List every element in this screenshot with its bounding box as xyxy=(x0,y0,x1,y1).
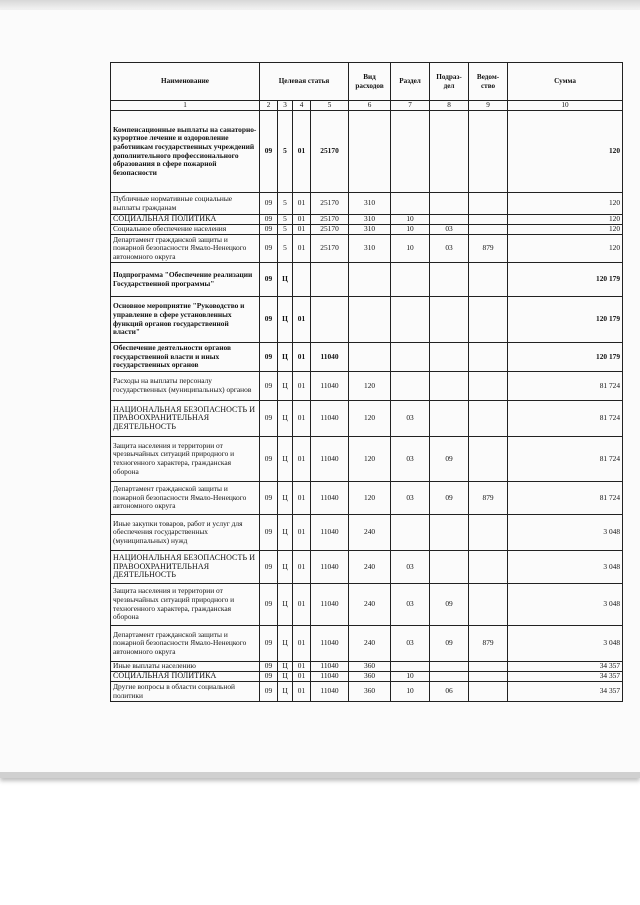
section-cell xyxy=(391,263,430,297)
table-header-row xyxy=(111,63,623,101)
amount-cell: 34 357 xyxy=(508,672,623,682)
target-subprogram-cell: Ц xyxy=(278,662,293,672)
target-subprogram-cell: Ц xyxy=(278,551,293,584)
amount-cell: 3 048 xyxy=(508,551,623,584)
department-cell xyxy=(469,111,508,193)
target-program-cell: 09 xyxy=(260,343,278,372)
target-direction-cell: 11040 xyxy=(311,343,349,372)
expense-type-cell: 120 xyxy=(349,372,391,401)
section-cell: 10 xyxy=(391,682,430,702)
target-direction-cell: 11040 xyxy=(311,482,349,515)
target-subprogram-cell: Ц xyxy=(278,401,293,437)
target-subprogram-cell: Ц xyxy=(278,263,293,297)
row-name-cell: Компенсационные выплаты на санаторно-курортное лечение и оздоровление работникам государственных учреждений дополнительного профессионального образования в сфере пожарной безопасности xyxy=(111,111,260,193)
department-cell xyxy=(469,401,508,437)
target-event-cell: 01 xyxy=(293,343,311,372)
section-cell: 10 xyxy=(391,672,430,682)
section-cell: 10 xyxy=(391,215,430,225)
department-cell: 879 xyxy=(469,235,508,263)
table-row xyxy=(111,193,623,215)
target-subprogram-cell: Ц xyxy=(278,297,293,343)
row-name-cell: Департамент гражданской защиты и пожарной безопасности Ямало-Ненецкого автономного округа xyxy=(111,626,260,662)
target-subprogram-cell: Ц xyxy=(278,626,293,662)
target-event-cell: 01 xyxy=(293,297,311,343)
budget-table xyxy=(110,62,623,702)
expense-type-cell: 240 xyxy=(349,584,391,626)
department-cell xyxy=(469,343,508,372)
table-row xyxy=(111,584,623,626)
expense-type-cell: 310 xyxy=(349,235,391,263)
department-cell xyxy=(469,437,508,482)
row-name-cell: Департамент гражданской защиты и пожарной безопасности Ямало-Ненецкого автономного округа xyxy=(111,235,260,263)
department-cell xyxy=(469,297,508,343)
section-cell xyxy=(391,662,430,672)
department-cell xyxy=(469,215,508,225)
amount-cell: 34 357 xyxy=(508,662,623,672)
target-subprogram-cell: 5 xyxy=(278,225,293,235)
subsection-cell xyxy=(430,672,469,682)
table-row xyxy=(111,225,623,235)
amount-cell: 120 179 xyxy=(508,297,623,343)
target-event-cell: 01 xyxy=(293,584,311,626)
expense-type-cell: 240 xyxy=(349,551,391,584)
target-subprogram-cell: Ц xyxy=(278,584,293,626)
target-program-cell: 09 xyxy=(260,193,278,215)
table-row xyxy=(111,551,623,584)
target-direction-cell xyxy=(311,297,349,343)
row-name-cell: СОЦИАЛЬНАЯ ПОЛИТИКА xyxy=(111,215,260,225)
expense-type-cell xyxy=(349,343,391,372)
header-name: Наименование xyxy=(111,63,260,101)
subsection-cell xyxy=(430,515,469,551)
row-name-cell: Подпрограмма "Обеспечение реализации Государственной программы" xyxy=(111,263,260,297)
section-cell: 10 xyxy=(391,235,430,263)
document-page xyxy=(0,10,640,778)
target-direction-cell: 11040 xyxy=(311,437,349,482)
target-subprogram-cell: 5 xyxy=(278,215,293,225)
table-row xyxy=(111,437,623,482)
amount-cell: 34 357 xyxy=(508,682,623,702)
table-row xyxy=(111,662,623,672)
table-row xyxy=(111,343,623,372)
target-event-cell: 01 xyxy=(293,372,311,401)
table-row xyxy=(111,235,623,263)
header-amount: Сумма xyxy=(508,63,623,101)
target-direction-cell: 11040 xyxy=(311,401,349,437)
target-direction-cell: 25170 xyxy=(311,215,349,225)
section-cell: 03 xyxy=(391,626,430,662)
row-name-cell: Департамент гражданской защиты и пожарной безопасности Ямало-Ненецкого автономного округа xyxy=(111,482,260,515)
amount-cell: 120 xyxy=(508,215,623,225)
target-event-cell xyxy=(293,263,311,297)
section-cell: 03 xyxy=(391,551,430,584)
target-program-cell: 09 xyxy=(260,263,278,297)
row-name-cell: Иные закупки товаров, работ и услуг для обеспечения государственных (муниципальных) нужд xyxy=(111,515,260,551)
section-cell xyxy=(391,343,430,372)
target-event-cell: 01 xyxy=(293,401,311,437)
target-event-cell: 01 xyxy=(293,215,311,225)
column-number: 7 xyxy=(391,101,430,111)
table-row xyxy=(111,672,623,682)
expense-type-cell: 310 xyxy=(349,193,391,215)
row-name-cell: Обеспечение деятельности органов государственной власти и иных государственных органов xyxy=(111,343,260,372)
section-cell: 10 xyxy=(391,225,430,235)
target-program-cell: 09 xyxy=(260,297,278,343)
row-name-cell: НАЦИОНАЛЬНАЯ БЕЗОПАСНОСТЬ И ПРАВООХРАНИТЕЛЬНАЯ ДЕЯТЕЛЬНОСТЬ xyxy=(111,551,260,584)
department-cell xyxy=(469,193,508,215)
target-event-cell: 01 xyxy=(293,515,311,551)
subsection-cell: 09 xyxy=(430,482,469,515)
column-number: 9 xyxy=(469,101,508,111)
expense-type-cell: 360 xyxy=(349,662,391,672)
expense-type-cell: 120 xyxy=(349,401,391,437)
amount-cell: 81 724 xyxy=(508,437,623,482)
target-program-cell: 09 xyxy=(260,515,278,551)
row-name-cell: Публичные нормативные социальные выплаты гражданам xyxy=(111,193,260,215)
target-subprogram-cell: 5 xyxy=(278,235,293,263)
target-program-cell: 09 xyxy=(260,551,278,584)
expense-type-cell: 120 xyxy=(349,482,391,515)
row-name-cell: Расходы на выплаты персоналу государственных (муниципальных) органов xyxy=(111,372,260,401)
column-number: 5 xyxy=(311,101,349,111)
target-program-cell: 09 xyxy=(260,225,278,235)
row-name-cell: Защита населения и территории от чрезвычайных ситуаций природного и техногенного характера, гражданская оборона xyxy=(111,437,260,482)
row-name-cell: НАЦИОНАЛЬНАЯ БЕЗОПАСНОСТЬ И ПРАВООХРАНИТЕЛЬНАЯ ДЕЯТЕЛЬНОСТЬ xyxy=(111,401,260,437)
expense-type-cell: 310 xyxy=(349,225,391,235)
target-program-cell: 09 xyxy=(260,235,278,263)
target-program-cell: 09 xyxy=(260,626,278,662)
department-cell xyxy=(469,682,508,702)
section-cell xyxy=(391,111,430,193)
amount-cell: 120 xyxy=(508,193,623,215)
subsection-cell: 06 xyxy=(430,682,469,702)
column-number-row xyxy=(111,101,623,111)
subsection-cell xyxy=(430,263,469,297)
column-number: 6 xyxy=(349,101,391,111)
target-subprogram-cell: Ц xyxy=(278,372,293,401)
target-direction-cell: 11040 xyxy=(311,626,349,662)
amount-cell: 120 xyxy=(508,235,623,263)
target-program-cell: 09 xyxy=(260,584,278,626)
column-number: 8 xyxy=(430,101,469,111)
target-event-cell: 01 xyxy=(293,682,311,702)
subsection-cell xyxy=(430,343,469,372)
department-cell xyxy=(469,672,508,682)
target-subprogram-cell: Ц xyxy=(278,682,293,702)
target-event-cell: 01 xyxy=(293,235,311,263)
amount-cell: 81 724 xyxy=(508,401,623,437)
section-cell xyxy=(391,372,430,401)
section-cell: 03 xyxy=(391,401,430,437)
target-direction-cell: 11040 xyxy=(311,372,349,401)
row-name-cell: Основное мероприятие "Руководство и управление в сфере установленных функций органов государственной власти" xyxy=(111,297,260,343)
table-row xyxy=(111,401,623,437)
department-cell xyxy=(469,225,508,235)
amount-cell: 81 724 xyxy=(508,372,623,401)
amount-cell: 3 048 xyxy=(508,515,623,551)
target-event-cell: 01 xyxy=(293,672,311,682)
target-subprogram-cell: Ц xyxy=(278,515,293,551)
header-section: Раздел xyxy=(391,63,430,101)
expense-type-cell: 360 xyxy=(349,672,391,682)
target-program-cell: 09 xyxy=(260,662,278,672)
department-cell: 879 xyxy=(469,626,508,662)
section-cell: 03 xyxy=(391,437,430,482)
section-cell xyxy=(391,297,430,343)
subsection-cell: 03 xyxy=(430,235,469,263)
expense-type-cell: 240 xyxy=(349,515,391,551)
table-row xyxy=(111,263,623,297)
expense-type-cell xyxy=(349,297,391,343)
subsection-cell xyxy=(430,297,469,343)
subsection-cell xyxy=(430,662,469,672)
target-direction-cell: 11040 xyxy=(311,662,349,672)
expense-type-cell: 360 xyxy=(349,682,391,702)
table-row xyxy=(111,297,623,343)
target-event-cell: 01 xyxy=(293,626,311,662)
row-name-cell: СОЦИАЛЬНАЯ ПОЛИТИКА xyxy=(111,672,260,682)
department-cell xyxy=(469,263,508,297)
header-subsection: Подраз-дел xyxy=(430,63,469,101)
target-subprogram-cell: Ц xyxy=(278,343,293,372)
department-cell xyxy=(469,551,508,584)
target-event-cell: 01 xyxy=(293,551,311,584)
target-program-cell: 09 xyxy=(260,672,278,682)
subsection-cell: 09 xyxy=(430,584,469,626)
column-number: 4 xyxy=(293,101,311,111)
subsection-cell: 09 xyxy=(430,626,469,662)
target-direction-cell: 11040 xyxy=(311,672,349,682)
table-row xyxy=(111,682,623,702)
table-row xyxy=(111,515,623,551)
target-direction-cell: 25170 xyxy=(311,193,349,215)
target-subprogram-cell: Ц xyxy=(278,437,293,482)
target-program-cell: 09 xyxy=(260,437,278,482)
target-subprogram-cell: Ц xyxy=(278,482,293,515)
table-row xyxy=(111,372,623,401)
subsection-cell xyxy=(430,551,469,584)
expense-type-cell: 310 xyxy=(349,215,391,225)
target-direction-cell: 11040 xyxy=(311,551,349,584)
target-direction-cell: 11040 xyxy=(311,515,349,551)
table-row xyxy=(111,482,623,515)
amount-cell: 120 179 xyxy=(508,343,623,372)
amount-cell: 120 xyxy=(508,111,623,193)
table-row xyxy=(111,215,623,225)
row-name-cell: Социальное обеспечение населения xyxy=(111,225,260,235)
section-cell: 03 xyxy=(391,584,430,626)
row-name-cell: Иные выплаты населению xyxy=(111,662,260,672)
target-subprogram-cell: Ц xyxy=(278,672,293,682)
target-program-cell: 09 xyxy=(260,682,278,702)
subsection-cell xyxy=(430,372,469,401)
target-program-cell: 09 xyxy=(260,372,278,401)
subsection-cell: 09 xyxy=(430,437,469,482)
column-number: 3 xyxy=(278,101,293,111)
expense-type-cell: 120 xyxy=(349,437,391,482)
scan-top-edge xyxy=(0,0,640,10)
department-cell xyxy=(469,372,508,401)
department-cell: 879 xyxy=(469,482,508,515)
target-direction-cell: 11040 xyxy=(311,584,349,626)
table-row xyxy=(111,111,623,193)
target-event-cell: 01 xyxy=(293,662,311,672)
target-event-cell: 01 xyxy=(293,111,311,193)
target-direction-cell: 11040 xyxy=(311,682,349,702)
header-expense-type: Вид расходов xyxy=(349,63,391,101)
target-subprogram-cell: 5 xyxy=(278,193,293,215)
target-direction-cell: 25170 xyxy=(311,111,349,193)
target-direction-cell: 25170 xyxy=(311,235,349,263)
expense-type-cell xyxy=(349,111,391,193)
subsection-cell xyxy=(430,193,469,215)
subsection-cell xyxy=(430,215,469,225)
expense-type-cell: 240 xyxy=(349,626,391,662)
row-name-cell: Другие вопросы в области социальной политики xyxy=(111,682,260,702)
target-program-cell: 09 xyxy=(260,401,278,437)
target-subprogram-cell: 5 xyxy=(278,111,293,193)
table-row xyxy=(111,626,623,662)
amount-cell: 81 724 xyxy=(508,482,623,515)
department-cell xyxy=(469,515,508,551)
target-program-cell: 09 xyxy=(260,215,278,225)
target-event-cell: 01 xyxy=(293,482,311,515)
header-target-article: Целевая статья xyxy=(260,63,349,101)
subsection-cell xyxy=(430,111,469,193)
row-name-cell: Защита населения и территории от чрезвычайных ситуаций природного и техногенного характера, гражданская оборона xyxy=(111,584,260,626)
target-program-cell: 09 xyxy=(260,482,278,515)
target-program-cell: 09 xyxy=(260,111,278,193)
amount-cell: 3 048 xyxy=(508,626,623,662)
column-number: 2 xyxy=(260,101,278,111)
target-direction-cell: 25170 xyxy=(311,225,349,235)
section-cell xyxy=(391,193,430,215)
column-number: 1 xyxy=(111,101,260,111)
target-event-cell: 01 xyxy=(293,437,311,482)
subsection-cell xyxy=(430,401,469,437)
header-department: Ведом-ство xyxy=(469,63,508,101)
column-number: 10 xyxy=(508,101,623,111)
amount-cell: 120 xyxy=(508,225,623,235)
department-cell xyxy=(469,662,508,672)
target-event-cell: 01 xyxy=(293,225,311,235)
section-cell xyxy=(391,515,430,551)
amount-cell: 120 179 xyxy=(508,263,623,297)
target-direction-cell xyxy=(311,263,349,297)
section-cell: 03 xyxy=(391,482,430,515)
department-cell xyxy=(469,584,508,626)
expense-type-cell xyxy=(349,263,391,297)
target-event-cell: 01 xyxy=(293,193,311,215)
subsection-cell: 03 xyxy=(430,225,469,235)
amount-cell: 3 048 xyxy=(508,584,623,626)
